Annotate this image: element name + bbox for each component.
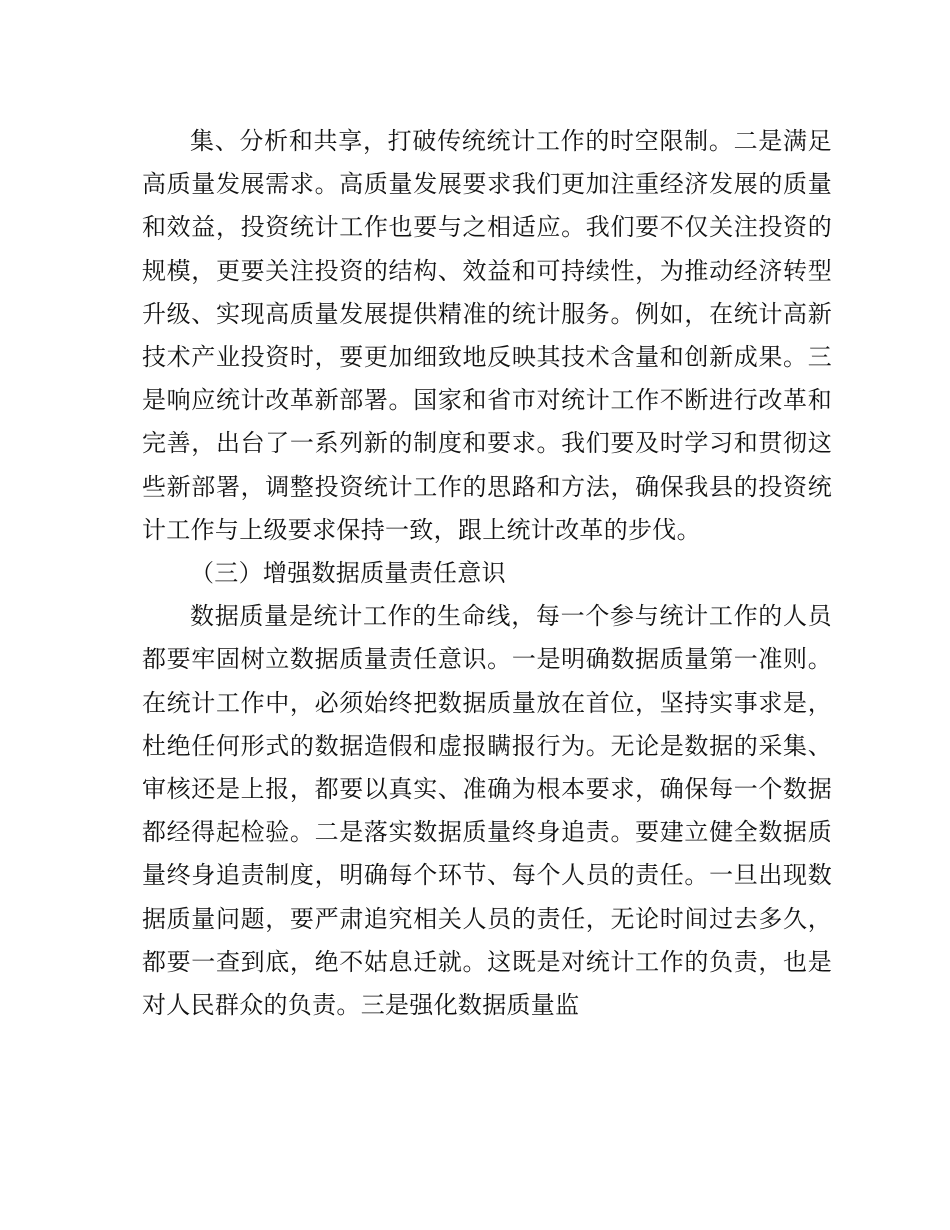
paragraph-continuation: 集、分析和共享，打破传统统计工作的时空限制。二是满足高质量发展需求。高质量发展要求我们更加注重经济发展的质量和效益，投资统计工作也要与之相适应。我们要不仅关注投资的规模，更要关注投资的结构、效益和可持续性，为推动经济转型升级、实现高质量发展提供精准的统计服务。例如，在统计高新技术产业投资时，要更加细致地反映其技术含量和创新成果。三是响应统计改革新部署。国家和省市对统计工作不断进行改革和完善，出台了一系列新的制度和要求。我们要及时学习和贯彻这些新部署，调整投资统计工作的思路和方法，确保我县的投资统计工作与上级要求保持一致，跟上统计改革的步伐。	[142, 127, 832, 544]
paragraph-data-quality: 数据质量是统计工作的生命线，每一个参与统计工作的人员都要牢固树立数据质量责任意识。一是明确数据质量第一准则。在统计工作中，必须始终把数据质量放在首位，坚持实事求是，杜绝任何形式的数据造假和虚报瞒报行为。无论是数据的采集、审核还是上报，都要以真实、准确为根本要求，确保每一个数据都经得起检验。二是落实数据质量终身追责。要建立健全数据质量终身追责制度，明确每个环节、每个人员的责任。一旦出现数据质量问题，要严肃追究相关人员的责任，无论时间过去多久，都要一查到底，绝不姑息迁就。这既是对统计工作的负责，也是对人民群众的负责。三是强化数据质量监	[142, 602, 832, 1020]
document-body	[142, 120, 832, 1027]
section-heading-3: （三）增强数据质量责任意识	[190, 559, 506, 588]
